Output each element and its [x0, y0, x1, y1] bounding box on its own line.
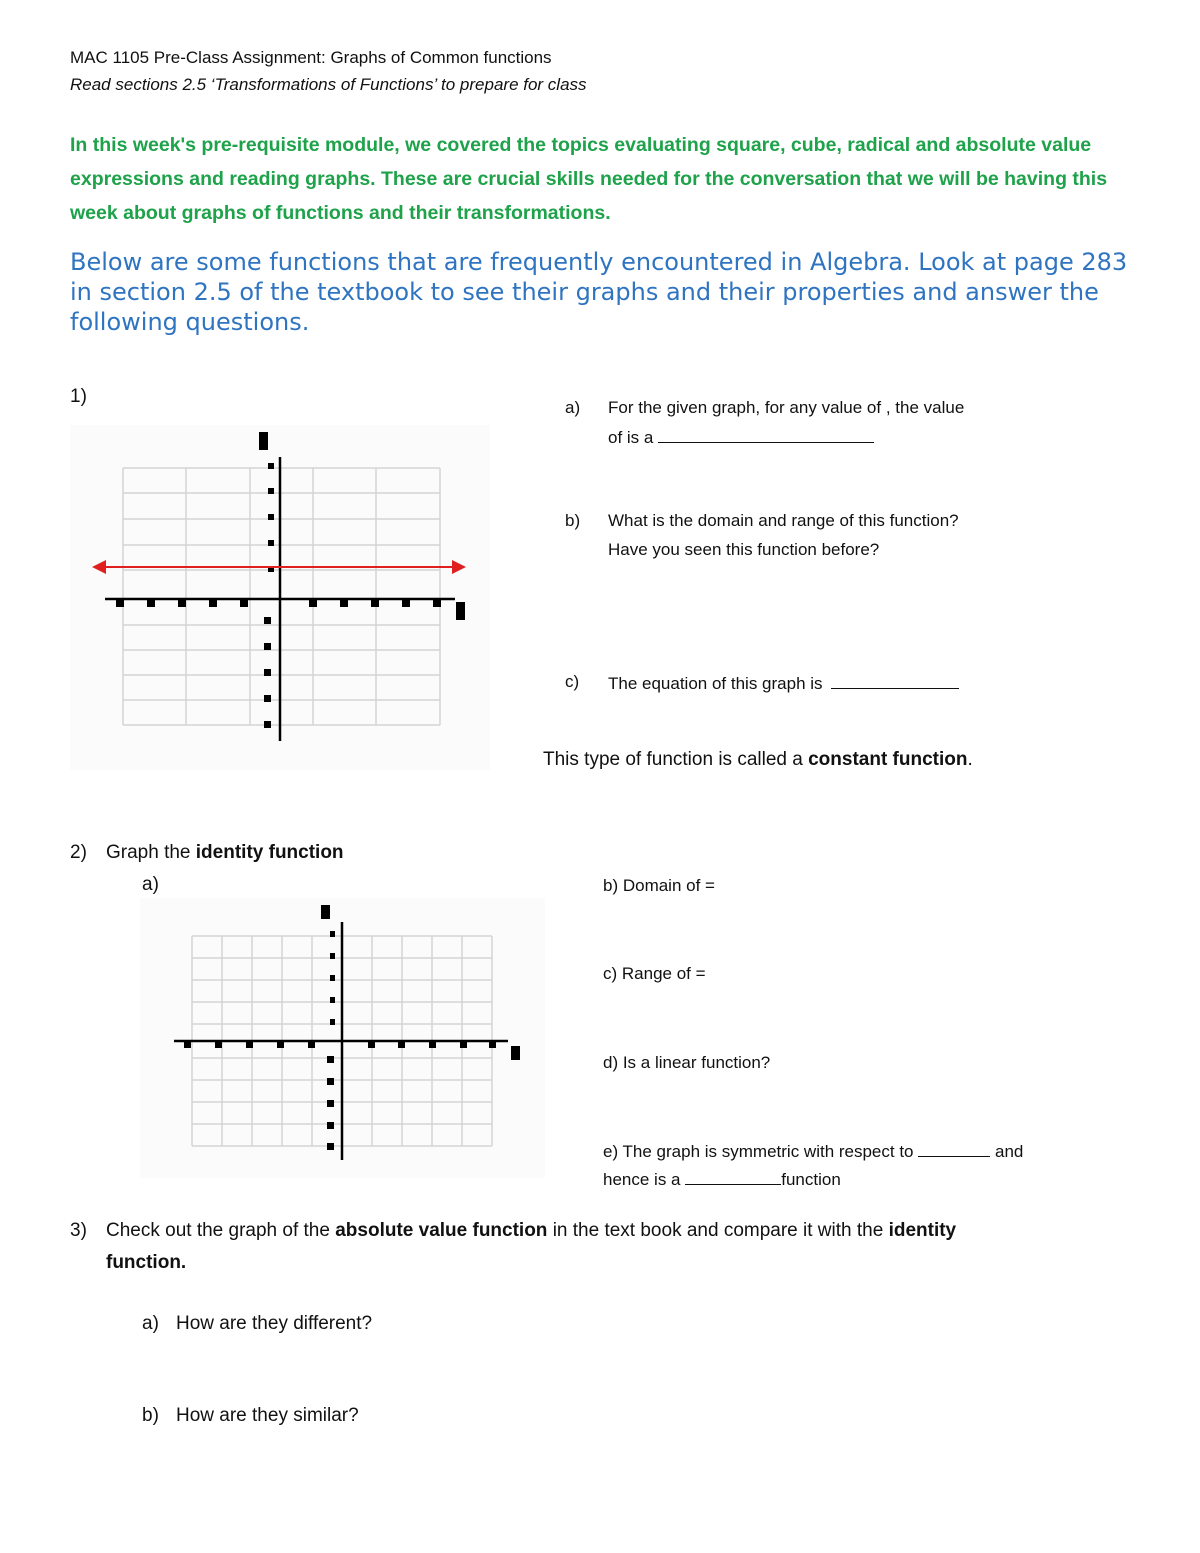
q1-note — [543, 749, 973, 771]
q2-heading-prefix: Graph the — [106, 842, 196, 863]
q1-note-suffix: . — [967, 749, 973, 770]
q2-c-text: c) Range of = — [603, 964, 706, 983]
q1-c-blank[interactable] — [831, 672, 959, 689]
q1-graph — [70, 425, 490, 770]
q1-b-label: b) — [565, 511, 581, 530]
q2-b-text: b) Domain of = — [603, 876, 715, 895]
q1-note-prefix: This type of function is called a — [543, 749, 809, 770]
q3-a-label: a) — [142, 1313, 159, 1334]
q1-a-line1: For the given graph, for any value of , the value — [608, 398, 965, 417]
q2-graph[interactable] — [140, 898, 545, 1178]
page-title: MAC 1105 Pre-Class Assignment: Graphs of Common functions — [70, 48, 552, 67]
q1-c-text: The equation of this graph is — [608, 674, 823, 693]
q3-heading-bold3: function. — [106, 1252, 187, 1273]
q2-number: 2) — [70, 842, 87, 863]
q1-number: 1) — [70, 386, 87, 407]
q3-number: 3) — [70, 1220, 87, 1241]
q2-e-line1-prefix: e) The graph is symmetric with respect to — [603, 1142, 914, 1161]
q3-b-text: How are they similar? — [176, 1405, 359, 1426]
q3-heading-part2: in the text book and compare it with the — [547, 1220, 889, 1241]
q3-heading-line2 — [106, 1252, 186, 1274]
page-subtitle: Read sections 2.5 ‘Transformations of Functions’ to prepare for class — [70, 75, 587, 94]
q3-heading-part1: Check out the graph of the — [106, 1220, 336, 1241]
q3-a-text: How are they different? — [176, 1313, 373, 1334]
q1-a-label: a) — [565, 398, 581, 417]
q1-c-label: c) — [565, 672, 580, 691]
q2-e-line1-suffix: and — [994, 1142, 1024, 1161]
intro-blue-paragraph: Below are some functions that are frequently encountered in Algebra. Look at page 283 in section 2.5 of the textbook to see their graphs and their properties and answer the following questions. — [70, 248, 1128, 336]
q2-heading-bold: identity function — [195, 842, 344, 863]
q2-d-text: d) Is a linear function? — [603, 1053, 771, 1072]
q2-heading — [106, 842, 344, 864]
q3-b-label: b) — [142, 1405, 159, 1426]
q3-heading-line1 — [106, 1220, 956, 1242]
q1-note-bold: constant function — [808, 749, 968, 770]
q2-e-line2-prefix: hence is a — [603, 1170, 681, 1189]
q1-a-line2: of is a — [608, 428, 654, 447]
q1-b-line1: What is the domain and range of this function? — [608, 511, 959, 530]
q2-e-line2-suffix: function — [781, 1170, 841, 1189]
q1-a-blank[interactable] — [658, 426, 874, 443]
q3-heading-bold2: identity — [888, 1220, 957, 1241]
q1-b-line2: Have you seen this function before? — [608, 540, 880, 559]
q2-e-blank1[interactable] — [918, 1140, 990, 1157]
q2-a-label: a) — [142, 874, 159, 895]
q2-e-blank2[interactable] — [685, 1168, 781, 1185]
q3-heading-bold1: absolute value function — [335, 1220, 548, 1241]
intro-green-paragraph: In this week's pre-requisite module, we covered the topics evaluating square, cube, radical and absolute value expressions and reading graphs. These are crucial skills needed for the conversation that we will be having this week about graphs of functions and their transformations. — [70, 134, 1108, 224]
